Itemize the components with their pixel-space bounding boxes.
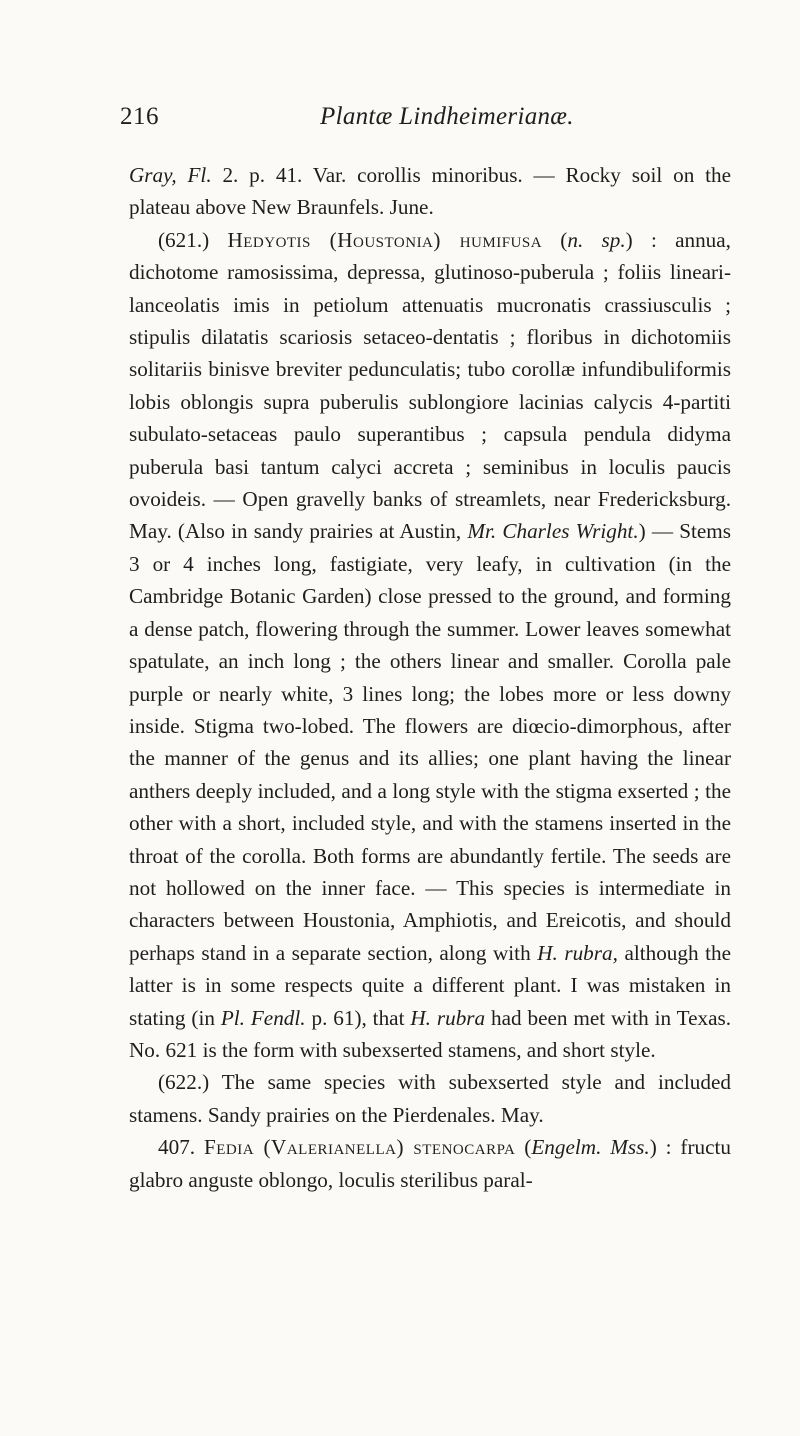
page-number: 216 [120, 103, 159, 130]
italic-text: Engelm. Mss. [531, 1135, 650, 1160]
text-run: p. 61), that [305, 1005, 411, 1030]
text-run: 2. p. 41. Var. corollis minoribus. — Rocky soil on the plateau above New Braunfels. June. [129, 163, 732, 220]
text-run: ) — Stems 3 or 4 inches long, fastigiate, very leafy, in cultivation (in the Cambridge Botanic Garden) close pressed to the ground, and forming a dense patch, flowering through the summer. Lower leaves somewhat spatulate, an inch long ; the others linear and smaller. Corolla pale purple or nearly white, 3 lines long; the lobes more or less downy inside. Stigma two-lobed. The flowers are diœcio-dimorphous, after the manner of the genus and its allies; one plant having the linear anthers deeply included, and a long style with the stigma exserted ; the other with a short, included style, and with the stamens inserted in the throat of the corolla. Both forms are abundantly fertile. The seeds are not hollowed on the inner face. — This species is intermediate in characters between Houstonia, Amphiotis, and Ereicotis, and should perhaps stand in a separate section, along with [129, 519, 731, 965]
small-caps-text: Fedia (Valerianella) stenocarpa [203, 1135, 516, 1160]
running-title: Plantæ Lindheimerianæ. [320, 103, 574, 130]
page-header [120, 103, 720, 143]
italic-text: Pl. Fendl. [220, 1005, 306, 1030]
italic-text: Mr. Charles Wright. [467, 519, 639, 544]
italic-text: Gray, Fl. [129, 163, 212, 187]
paragraph-407-fedia [129, 1131, 731, 1196]
text-run: ) : annua, dichotome ramosissima, depressa, glutinoso-puberula ; foliis lineari-lanceolatis imis in petiolum attenuatis mucronatis crassiusculis ; stipulis dilatatis scariosis setaceo-dentatis ; floribus in dichotomiis solitariis binisve breviter pedunculatis; tubo corollæ infundibuliformis lobis oblongis supra puberulis sublongiore lacinias calycis 4-partiti subulato-setaceas paulo superantibus ; capsula pendula didyma puberula basi tantum calyci accreta ; seminibus in loculis paucis ovoideis. — Open gravelly banks of streamlets, near Fredericksburg. May. (Also in sandy prairies at Austin, [129, 227, 731, 544]
text-run: 407. [158, 1135, 204, 1160]
small-caps-text: Hedyotis (Houstonia) humifusa [227, 227, 543, 252]
paragraph-gray-citation [129, 159, 731, 224]
text-run: although the latter is in some respects quite a different plant. I was mistaken in stating (in [129, 940, 731, 1030]
text-run: ) : fructu glabro anguste oblongo, loculis sterilibus paral- [129, 1135, 731, 1192]
italic-text: H. rubra [410, 1005, 486, 1030]
paragraph-621-hedyotis [129, 224, 731, 1067]
text-run: (621.) [158, 227, 228, 252]
text-run: ( [515, 1135, 532, 1160]
body-text [129, 159, 731, 1196]
paragraph-622-same-species [129, 1066, 731, 1131]
italic-text: n. sp. [567, 227, 626, 252]
text-run: (622.) The same species with subexserted style and included stamens. Sandy prairies on the Pierdenales. May. [129, 1070, 731, 1127]
text-run: ( [542, 227, 568, 252]
italic-text: H. rubra, [537, 940, 618, 965]
text-run: had been met with in Texas. No. 621 is the form with subexserted stamens, and short style. [129, 1005, 732, 1062]
